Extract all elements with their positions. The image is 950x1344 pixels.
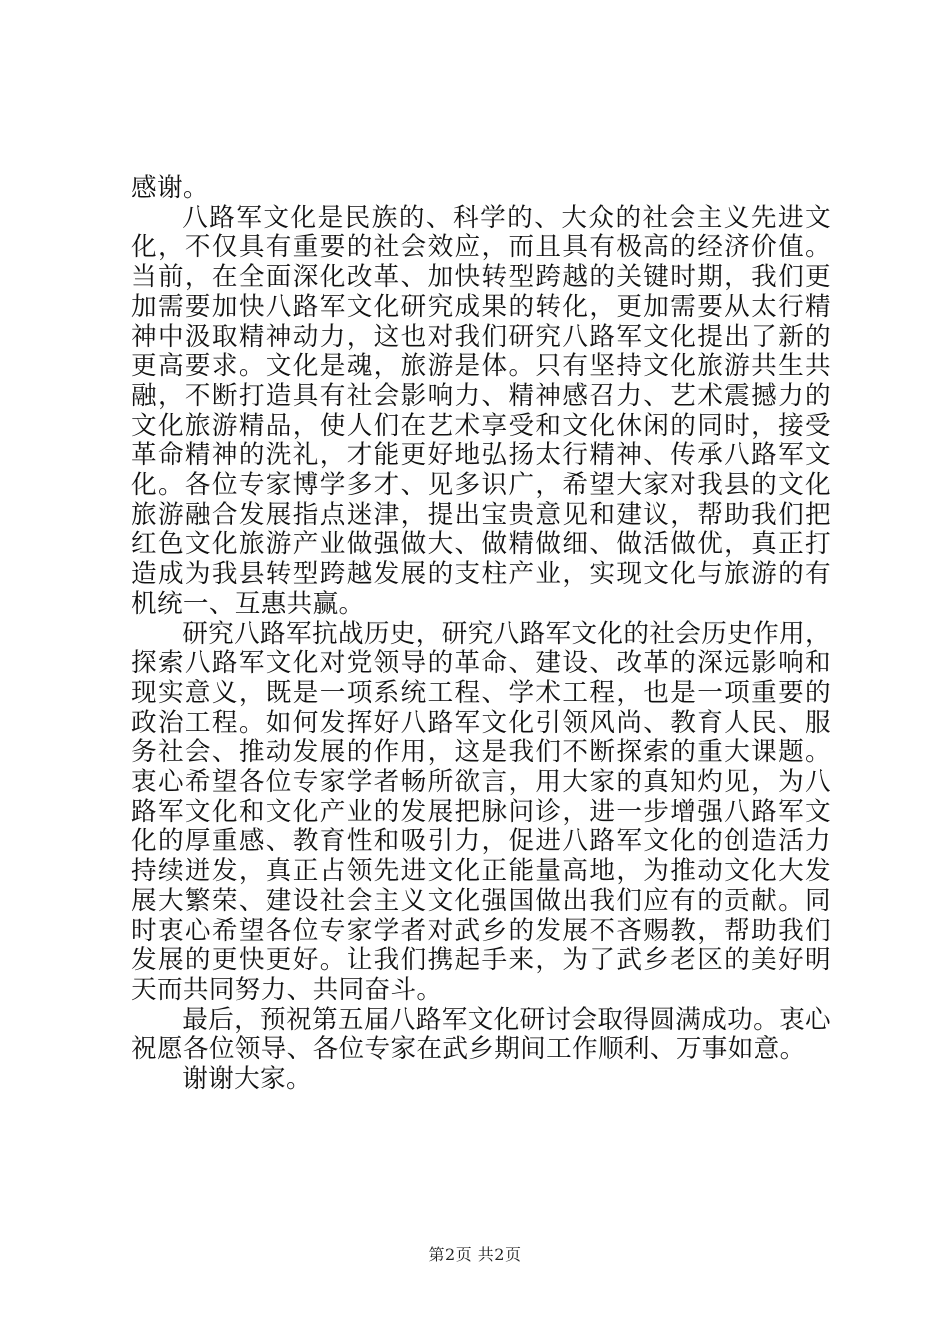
document-body (131, 174, 831, 1095)
paragraph-continuation: 感谢。 (131, 173, 209, 203)
paragraph-culture-tourism: 八路军文化是民族的、科学的、大众的社会主义先进文化，不仅具有重要的社会效应，而且具有极高的经济价值。当前，在全面深化改革、加快转型跨越的关键时期，我们更加需要加快八路军文化研究成果的转化，更加需要从太行精神中汲取精神动力，这也对我们研究八路军文化提出了新的更高要求。文化是魂，旅游是体。只有坚持文化旅游共生共融，不断打造具有社会影响力、精神感召力、艺术震撼力的文化旅游精品，使人们在艺术享受和文化休闲的同时，接受革命精神的洗礼，才能更好地弘扬太行精神、传承八路军文化。各位专家博学多才、见多识广，希望大家对我县的文化旅游融合发展指点迷津，提出宝贵意见和建议，帮助我们把红色文化旅游产业做强做大、做精做细、做活做优，真正打造成为我县转型跨越发展的支柱产业，实现文化与旅游的有机统一、互惠共赢。 (131, 202, 831, 619)
paragraph-research: 研究八路军抗战历史，研究八路军文化的社会历史作用，探索八路军文化对党领导的革命、建设、改革的深远影响和现实意义，既是一项系统工程、学术工程，也是一项重要的政治工程。如何发挥好八路军文化引领风尚、教育人民、服务社会、推动发展的作用，这是我们不断探索的重大课题。衷心希望各位专家学者畅所欲言，用大家的真知灼见，为八路军文化和文化产业的发展把脉问诊，进一步增强八路军文化的厚重感、教育性和吸引力，促进八路军文化的创造活力持续迸发，真正占领先进文化正能量高地，为推动文化大发展大繁荣、建设社会主义文化强国做出我们应有的贡献。同时衷心希望各位专家学者对武乡的发展不吝赐教，帮助我们发展的更快更好。让我们携起手来，为了武乡老区的美好明天而共同努力、共同奋斗。 (131, 618, 831, 1005)
paragraph-closing-wishes: 最后，预祝第五届八路军文化研讨会取得圆满成功。衷心祝愿各位领导、各位专家在武乡期间工作顺利、万事如意。 (131, 1004, 831, 1065)
paragraph-thanks: 谢谢大家。 (182, 1064, 312, 1095)
page-footer: 第2页 共2页 (428, 1245, 522, 1264)
